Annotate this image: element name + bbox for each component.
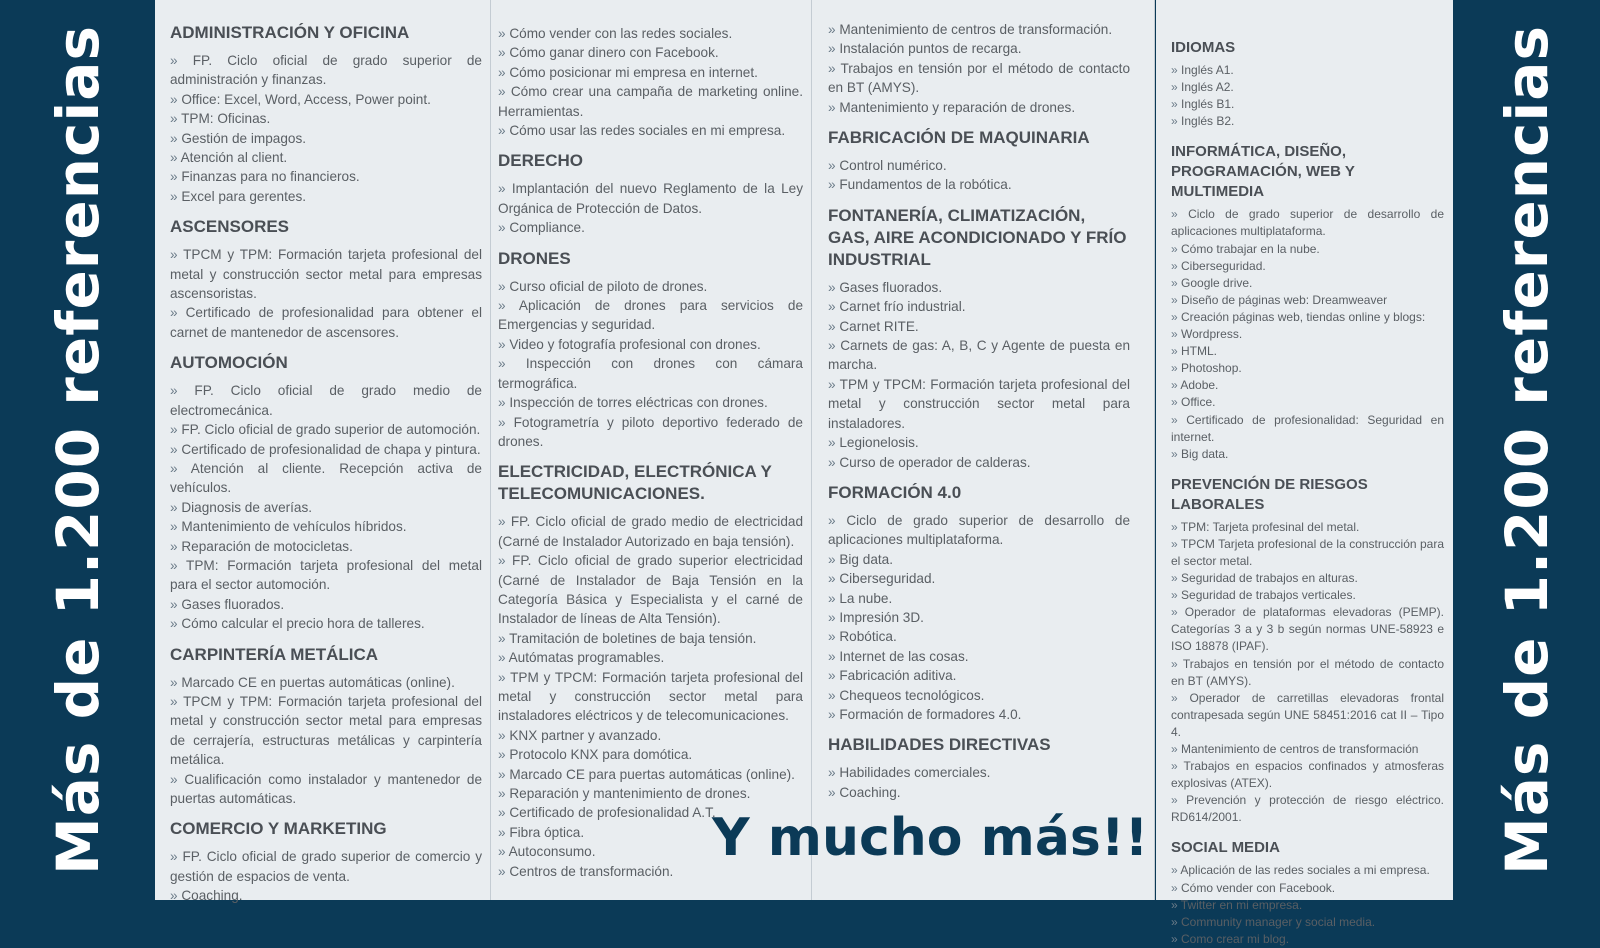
section-title: HABILIDADES DIRECTIVAS [828, 735, 1051, 755]
section-title: CARPINTERÍA METÁLICA [170, 644, 379, 664]
course-item: » Trabajos en espacios confinados y atmosferas explosivas (ATEX). [1171, 758, 1444, 792]
course-item: » FP. Ciclo oficial de grado superior de administración y finanzas. [170, 51, 482, 90]
course-section [828, 482, 1130, 724]
right-side-banner [1453, 0, 1600, 900]
course-item: » HTML. [1171, 343, 1444, 360]
course-item: » Como crear mi blog. [1171, 931, 1444, 948]
course-section [170, 818, 482, 905]
course-item: » Cómo posicionar mi empresa en internet. [498, 63, 803, 82]
course-item: » Autoconsumo. [498, 842, 803, 861]
course-item: » Carnet frío industrial. [828, 297, 1130, 316]
section-title: COMERCIO Y MARKETING [170, 819, 387, 839]
course-item: » Trabajos en tensión por el método de contacto en BT (AMYS). [828, 59, 1130, 98]
course-item: » Legionelosis. [828, 433, 1130, 452]
course-item: » Ciclo de grado superior de desarrollo de aplicaciones multiplataforma. [1171, 206, 1444, 240]
course-item: » TPM y TPCM: Formación tarjeta profesional del metal y construcción sector metal para instaladores. [828, 375, 1130, 433]
course-item: » Seguridad de trabajos verticales. [1171, 587, 1444, 604]
course-item: » Diseño de páginas web: Dreamweaver [1171, 292, 1444, 309]
course-item: » Community manager y social media. [1171, 914, 1444, 931]
course-item: » Photoshop. [1171, 360, 1444, 377]
course-item: » Coaching. [170, 886, 482, 905]
course-item: » Creación páginas web, tiendas online y blogs: [1171, 309, 1444, 326]
course-item: » KNX partner y avanzado. [498, 726, 803, 745]
course-item: » Fundamentos de la robótica. [828, 175, 1130, 194]
course-item: » Chequeos tecnológicos. [828, 686, 1130, 705]
course-section [498, 24, 803, 140]
course-list [828, 20, 1130, 117]
course-list [170, 381, 482, 633]
section-title: FORMACIÓN 4.0 [828, 482, 962, 502]
course-item: » Robótica. [828, 627, 1130, 646]
course-list [498, 24, 803, 140]
course-list [170, 673, 482, 809]
course-item: » Reparación de motocicletas. [170, 537, 482, 556]
course-item: » FP. Ciclo oficial de grado superior electricidad (Carné de Instalador de Baja Tensión en la Categoría Básica y Especialista y el carné de Instalador de líneas de Alta Tensión). [498, 551, 803, 629]
course-item: » Gestión de impagos. [170, 129, 482, 148]
course-list [828, 763, 1130, 802]
course-section [498, 150, 803, 237]
course-item: » Ciclo de grado superior de desarrollo de aplicaciones multiplataforma. [828, 511, 1130, 550]
course-section [170, 216, 482, 342]
course-item: » Operador de carretillas elevadoras frontal contrapesada según UNE 58451:2016 cat II – Tipo 4. [1171, 690, 1444, 741]
course-item: » Fibra óptica. [498, 823, 803, 842]
section-title: ASCENSORES [170, 217, 290, 237]
course-item: » Inglés B2. [1171, 113, 1444, 130]
course-item: » TPCM Tarjeta profesional de la construcción para el sector metal. [1171, 536, 1444, 570]
course-item: » Cómo trabajar en la nube. [1171, 241, 1444, 258]
course-item: » Operador de plataformas elevadoras (PEMP). Categorías 3 a y 3 b según normas UNE-58923 e ISO 18878 (IPAF). [1171, 604, 1444, 655]
course-item: » Aplicación de las redes sociales a mi empresa. [1171, 862, 1444, 879]
course-item: » Carnets de gas: A, B, C y Agente de puesta en marcha. [828, 336, 1130, 375]
course-item: » Cómo crear una campaña de marketing online. Herramientas. [498, 82, 803, 121]
course-list [828, 511, 1130, 724]
course-item: » FP. Ciclo oficial de grado medio de electricidad (Carné de Instalador Autorizado en baja tensión). [498, 512, 803, 551]
course-item: » Marcado CE para puertas automáticas (online). [498, 765, 803, 784]
section-title: ADMINISTRACIÓN Y OFICINA [170, 23, 410, 42]
course-list [1171, 519, 1444, 827]
column-3 [812, 0, 1154, 900]
course-item: » Tramitación de boletines de baja tensión. [498, 629, 803, 648]
course-item: » Certificado de profesionalidad: Seguridad en internet. [1171, 412, 1444, 446]
course-section [1171, 38, 1444, 130]
course-item: » Mantenimiento de centros de transformación. [828, 20, 1130, 39]
section-title: DERECHO [498, 151, 584, 171]
course-list [170, 245, 482, 342]
course-item: » Twitter en mi empresa. [1171, 897, 1444, 914]
course-item: » Implantación del nuevo Reglamento de la Ley Orgánica de Protección de Datos. [498, 179, 803, 218]
course-section [170, 352, 482, 633]
course-section [828, 127, 1130, 195]
column-2 [491, 0, 811, 900]
course-item: » Seguridad de trabajos en alturas. [1171, 570, 1444, 587]
course-list [498, 179, 803, 237]
course-section [828, 20, 1130, 117]
course-item: » Inglés A1. [1171, 62, 1444, 79]
course-item: » FP. Ciclo oficial de grado superior de comercio y gestión de espacios de venta. [170, 847, 482, 886]
course-item: » Office: Excel, Word, Access, Power point. [170, 90, 482, 109]
course-item: » Big data. [1171, 446, 1444, 463]
course-item: » TPM: Tarjeta profesinal del metal. [1171, 519, 1444, 536]
course-list [1171, 862, 1444, 947]
course-item: » Ciberseguridad. [828, 569, 1130, 588]
course-item: » Centros de transformación. [498, 862, 803, 881]
course-section [170, 22, 482, 206]
course-list [1171, 206, 1444, 462]
course-item: » Certificado de profesionalidad de chapa y pintura. [170, 440, 482, 459]
course-section [1171, 475, 1444, 827]
course-list [170, 51, 482, 206]
course-item: » Internet de las cosas. [828, 647, 1130, 666]
course-item: » Cómo ganar dinero con Facebook. [498, 43, 803, 62]
course-item: » Habilidades comerciales. [828, 763, 1130, 782]
section-title: PREVENCIÓN DE RIESGOS LABORALES [1171, 475, 1368, 513]
course-item: » Google drive. [1171, 275, 1444, 292]
course-item: » Ciberseguridad. [1171, 258, 1444, 275]
section-title: ELECTRICIDAD, ELECTRÓNICA Y TELECOMUNICACIONES. [498, 462, 772, 504]
column-divider [490, 0, 491, 900]
column-4 [1156, 0, 1453, 946]
course-item: » Fotogrametría y piloto deportivo federado de drones. [498, 413, 803, 452]
course-item: » Inglés B1. [1171, 96, 1444, 113]
section-title: FONTANERÍA, CLIMATIZACIÓN, GAS, AIRE ACONDICIONADO Y FRÍO INDUSTRIAL [828, 205, 1127, 269]
course-item: » Coaching. [828, 783, 1130, 802]
course-item: » Control numérico. [828, 156, 1130, 175]
course-item: » Cómo calcular el precio hora de talleres. [170, 614, 482, 633]
course-item: » Big data. [828, 550, 1130, 569]
course-item: » Curso oficial de piloto de drones. [498, 277, 803, 296]
course-item: » Instalación puntos de recarga. [828, 39, 1130, 58]
course-item: » Aplicación de drones para servicios de Emergencias y seguridad. [498, 296, 803, 335]
column-divider [811, 0, 812, 900]
course-item: » Compliance. [498, 218, 803, 237]
course-item: » Wordpress. [1171, 326, 1444, 343]
section-title: FABRICACIÓN DE MAQUINARIA [828, 128, 1090, 148]
course-item: » Inspección de torres eléctricas con drones. [498, 393, 803, 412]
course-item: » Reparación y mantenimiento de drones. [498, 784, 803, 803]
course-item: » Mantenimiento de centros de transformación [1171, 741, 1444, 758]
course-item: » Gases fluorados. [170, 595, 482, 614]
course-item: » Cómo vender con Facebook. [1171, 880, 1444, 897]
course-item: » Gases fluorados. [828, 278, 1130, 297]
course-item: » Impresión 3D. [828, 608, 1130, 627]
course-item: » Certificado de profesionalidad A.T. [498, 803, 803, 822]
course-item: » Autómatas programables. [498, 648, 803, 667]
course-item: » Marcado CE en puertas automáticas (online). [170, 673, 482, 692]
course-item: » TPM: Oficinas. [170, 109, 482, 128]
course-item: » Certificado de profesionalidad para obtener el carnet de mantenedor de ascensores. [170, 303, 482, 342]
course-item: » Video y fotografía profesional con drones. [498, 335, 803, 354]
course-item: » La nube. [828, 589, 1130, 608]
course-section [828, 205, 1130, 472]
course-item: » Curso de operador de calderas. [828, 453, 1130, 472]
section-title: AUTOMOCIÓN [170, 353, 288, 373]
column-1 [155, 0, 490, 904]
course-section [1171, 838, 1444, 947]
course-list [1171, 62, 1444, 130]
course-item: » TPCM y TPM: Formación tarjeta profesional del metal y construcción sector metal para empresas de cerrajería, estructuras metálicas y carpintería metálica. [170, 692, 482, 770]
section-title: INFORMÁTICA, DISEÑO, PROGRAMACIÓN, WEB Y MULTIMEDIA [1171, 143, 1355, 201]
section-title: SOCIAL MEDIA [1171, 839, 1280, 857]
course-list [498, 277, 803, 452]
course-item: » Inglés A2. [1171, 79, 1444, 96]
course-item: » Prevención y protección de riesgo eléctrico. RD614/2001. [1171, 792, 1444, 826]
course-list [828, 278, 1130, 472]
course-item: » Excel para gerentes. [170, 187, 482, 206]
course-item: » Diagnosis de averías. [170, 498, 482, 517]
course-section [828, 734, 1130, 802]
course-item: » TPCM y TPM: Formación tarjeta profesional del metal y construcción sector metal para empresas ascensoristas. [170, 245, 482, 303]
section-title: IDIOMAS [1171, 39, 1236, 56]
course-item: » Cualificación como instalador y mantenedor de puertas automáticas. [170, 770, 482, 809]
course-item: » Finanzas para no financieros. [170, 167, 482, 186]
side-banner-text-right: Más de 1.200 referencias [1492, 25, 1561, 875]
course-item: » Carnet RITE. [828, 317, 1130, 336]
column-divider [1154, 0, 1155, 900]
course-section [170, 644, 482, 809]
course-item: » Fabricación aditiva. [828, 666, 1130, 685]
course-item: » Adobe. [1171, 377, 1444, 394]
course-list [828, 156, 1130, 195]
course-item: » FP. Ciclo oficial de grado superior de automoción. [170, 420, 482, 439]
course-item: » Protocolo KNX para domótica. [498, 745, 803, 764]
course-item: » Cómo vender con las redes sociales. [498, 24, 803, 43]
course-item: » TPM: Formación tarjeta profesional del metal para el sector automoción. [170, 556, 482, 595]
y-mucho-mas-callout: Y mucho más!! [712, 808, 1149, 868]
course-item: » TPM y TPCM: Formación tarjeta profesional del metal y construcción sector metal para instaladores eléctricos y de telecomunicaciones. [498, 668, 803, 726]
section-title: DRONES [498, 248, 571, 268]
course-item: » Mantenimiento de vehículos híbridos. [170, 517, 482, 536]
course-item: » Trabajos en tensión por el método de contacto en BT (AMYS). [1171, 656, 1444, 690]
left-side-banner [0, 0, 155, 900]
course-item: » Inspección con drones con cámara termográfica. [498, 354, 803, 393]
course-list [170, 847, 482, 905]
course-item: » Mantenimiento y reparación de drones. [828, 98, 1130, 117]
course-item: » Atención al client. [170, 148, 482, 167]
course-section [1171, 142, 1444, 462]
course-item: » FP. Ciclo oficial de grado medio de electromecánica. [170, 381, 482, 420]
course-section [498, 248, 803, 452]
course-item: » Cómo usar las redes sociales en mi empresa. [498, 121, 803, 140]
course-item: » Office. [1171, 394, 1444, 411]
side-banner-text-left: Más de 1.200 referencias [43, 25, 112, 875]
course-item: » Formación de formadores 4.0. [828, 705, 1130, 724]
course-item: » Atención al cliente. Recepción activa de vehículos. [170, 459, 482, 498]
